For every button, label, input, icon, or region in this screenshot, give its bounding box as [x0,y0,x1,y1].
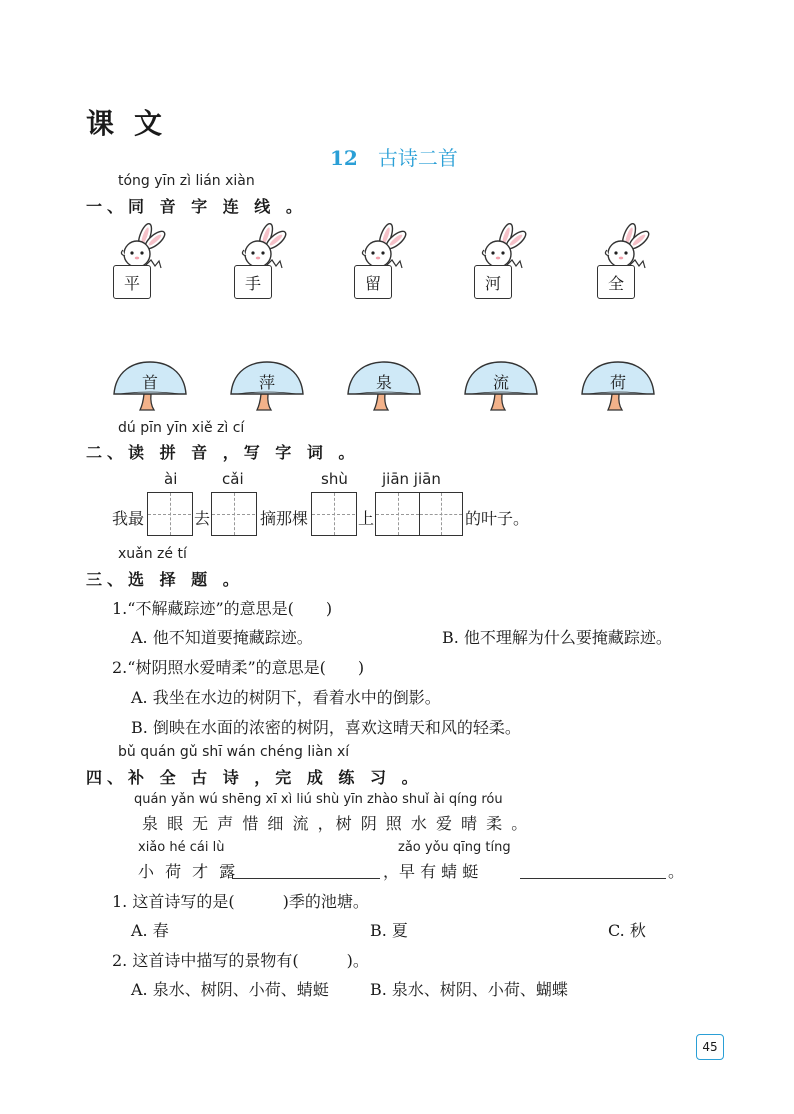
poem-line1-pinyin: quán yǎn wú shēng xī xì liú shù yīn zhào shuǐ ài qíng róu [134,792,503,807]
question-3-2: 2.“树阴照水爱晴柔”的意思是( ) [112,658,365,677]
top-char-box[interactable]: 留 [354,265,392,299]
pinyin-shu: shù [321,470,348,488]
option-3-2-a[interactable]: A. 我坐在水边的树阴下，看着水中的倒影。 [131,688,441,707]
option-3-1-a[interactable]: A. 他不知道要掩藏踪迹。 [131,628,313,647]
section1-heading: 一、同 音 字 连 线 。 [86,197,307,216]
option-4-1-a[interactable]: A. 春 [131,921,169,940]
option-3-1-b[interactable]: B. 他不理解为什么要掩藏踪迹。 [442,628,672,647]
writing-box-shu[interactable] [311,492,357,536]
pinyin-cai: cǎi [222,470,244,488]
writing-box-jianjian[interactable] [375,492,463,536]
poem-blank-1[interactable] [232,878,380,879]
bottom-char-label[interactable]: 泉 [375,373,392,392]
poem-line2a: 小 荷 才 露 [138,862,239,881]
option-3-2-b[interactable]: B. 倒映在水面的浓密的树阴，喜欢这晴天和风的轻柔。 [131,718,521,737]
top-char-box[interactable]: 手 [234,265,272,299]
lesson-number: 12 [330,146,358,170]
lesson-title [330,142,458,171]
option-4-2-a[interactable]: A. 泉水、树阴、小荷、蜻蜓 [131,980,329,999]
unit-title: 课文 [86,107,183,140]
bottom-char-label[interactable]: 首 [141,373,158,392]
sentence-part3: 摘那棵 [260,509,309,528]
question-4-2: 2. 这首诗中描写的景物有( )。 [112,951,369,970]
section2-pinyin: dú pīn yīn xiě zì cí [118,420,245,436]
top-char-box[interactable]: 河 [474,265,512,299]
poem-line2b: ，早 有 蜻 蜓 [383,862,479,881]
section3-heading: 三、选 择 题 。 [86,570,244,589]
section1-pinyin: tóng yīn zì lián xiàn [118,173,255,189]
pinyin-jianjian: jiān jiān [382,470,441,488]
poem-blank-2[interactable] [520,878,666,879]
poem-line2b-pinyin: zǎo yǒu qīng tíng [398,840,511,855]
poem-line2a-pinyin: xiǎo hé cái lù [138,840,225,855]
top-char-box[interactable]: 平 [113,265,151,299]
lesson-name: 古诗二首 [377,146,458,170]
poem-line2b-end: 。 [668,862,685,881]
sentence-part2: 去 [194,509,211,528]
writing-box-ai[interactable] [147,492,193,536]
sentence-part1: 我最 [112,509,145,528]
option-4-2-b[interactable]: B. 泉水、树阴、小荷、蝴蝶 [370,980,568,999]
top-char-box[interactable]: 全 [597,265,635,299]
sentence-part4: 上 [358,509,375,528]
question-4-1: 1. 这首诗写的是( )季的池塘。 [112,892,369,911]
section4-pinyin: bǔ quán gǔ shī wán chéng liàn xí [118,744,350,760]
section2-heading: 二、读 拼 音 ，写 字 词 。 [86,443,360,462]
bottom-char-label[interactable]: 流 [492,373,509,392]
option-4-1-b[interactable]: B. 夏 [370,921,408,940]
option-4-1-c[interactable]: C. 秋 [608,921,646,940]
section4-heading: 四、补 全 古 诗 ，完 成 练 习 。 [86,768,423,787]
section3-pinyin: xuǎn zé tí [118,546,187,562]
poem-line1: 泉 眼 无 声 惜 细 流 ，树 阴 照 水 爱 晴 柔 。 [142,814,530,833]
page-number: 45 [696,1034,724,1060]
pinyin-ai: ài [164,470,178,488]
writing-box-cai[interactable] [211,492,257,536]
bottom-char-label[interactable]: 荷 [609,373,626,392]
sentence-part5: 的叶子。 [465,509,530,528]
bottom-char-label[interactable]: 萍 [258,373,275,392]
question-3-1: 1.“不解藏踪迹”的意思是( ) [112,599,333,618]
